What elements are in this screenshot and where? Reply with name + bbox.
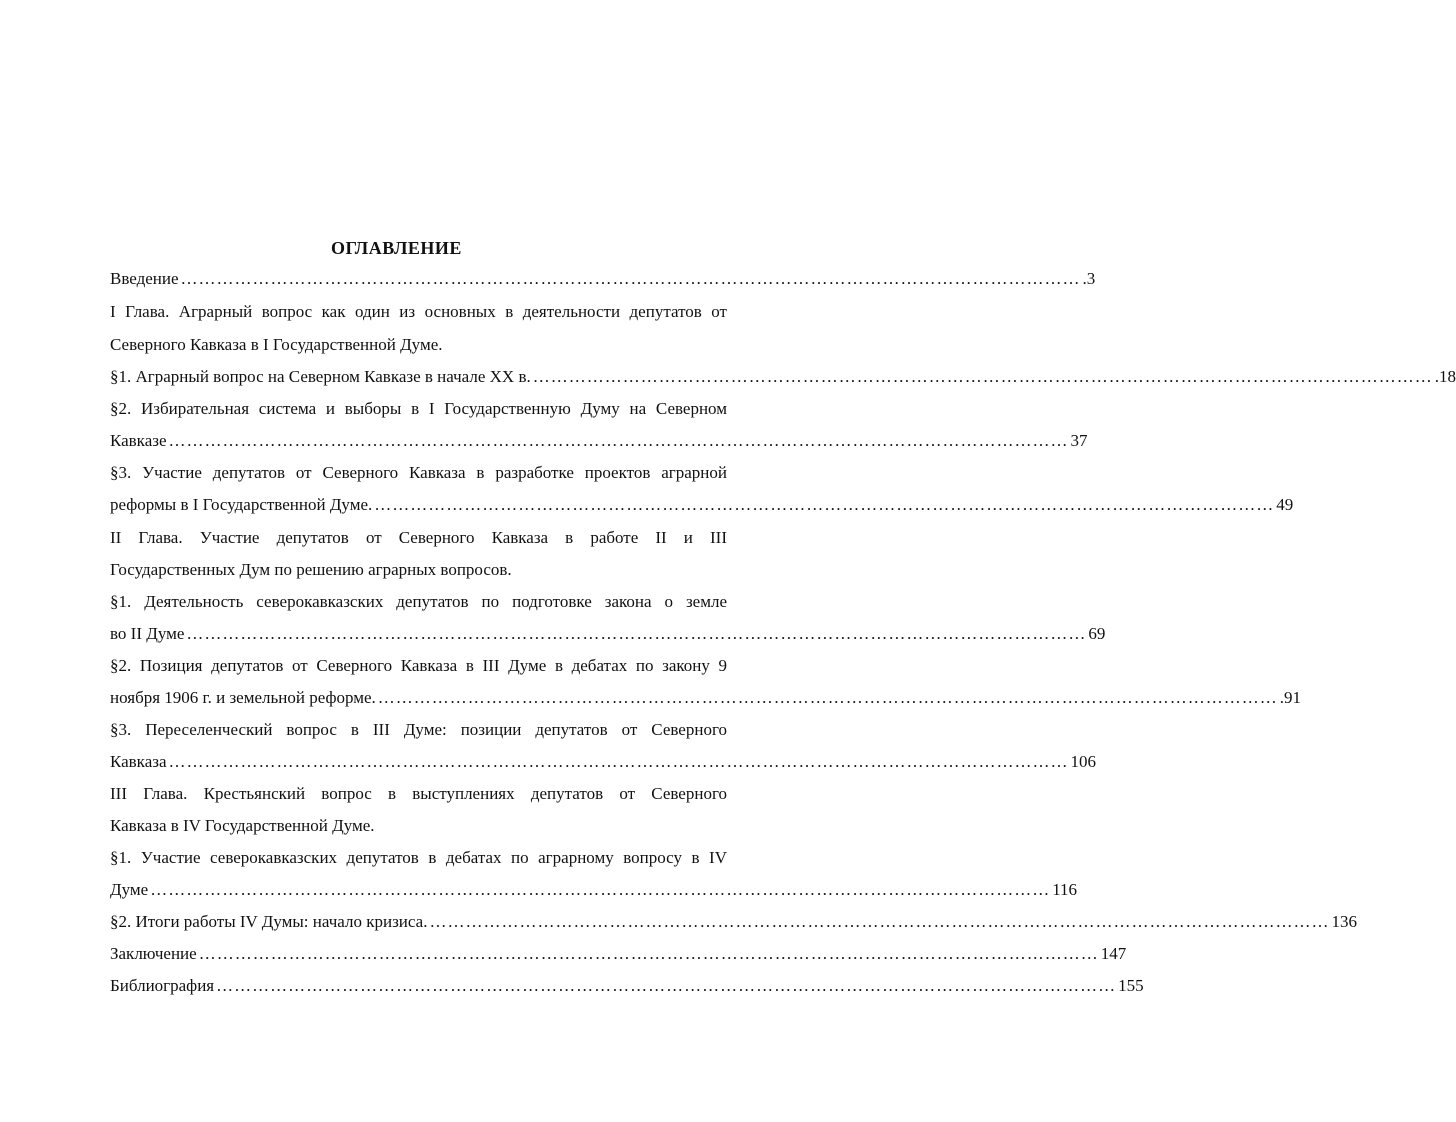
toc-entry-ch1-s3-line-1: §3. Участие депутатов от Северного Кавказа в разработке проектов аграрной: [110, 463, 727, 482]
toc-entry-text: Думе: [110, 880, 149, 899]
toc-leader-dots: ……………………………………………………………………………………………………………………………………: [377, 688, 1278, 707]
toc-entry-text: Кавказе: [110, 431, 167, 450]
toc-leader-dots: ……………………………………………………………………………………………………………………………………: [374, 495, 1275, 514]
toc-entry-intro: [110, 267, 1096, 291]
toc-page-number: 49: [1276, 495, 1294, 514]
toc-entry-ch2-s3-line-1: §3. Переселенческий вопрос в III Думе: позиции депутатов от Северного: [110, 720, 727, 739]
toc-chapter-2-line-2: Государственных Дум по решению аграрных вопросов.: [110, 560, 512, 579]
toc-entry-text: §1. Аграрный вопрос на Северном Кавказе в начале XX в.: [110, 367, 531, 386]
toc-leader-dots: ……………………………………………………………………………………………………………………………………: [180, 269, 1081, 288]
toc-chapter-1-line-2: Северного Кавказа в I Государственной Думе.: [110, 335, 443, 354]
toc-entry-ch3-s2: [110, 910, 1357, 934]
toc-entry-text: во II Думе: [110, 624, 185, 643]
toc-page-number: .18: [1434, 367, 1456, 386]
toc-entry-text: реформы в I Государственной Думе.: [110, 495, 373, 514]
toc-leader-dots: ……………………………………………………………………………………………………………………………………: [150, 880, 1051, 899]
toc-entry-text: §2. Итоги работы IV Думы: начало кризиса.: [110, 912, 428, 931]
toc-leader-dots: ……………………………………………………………………………………………………………………………………: [186, 624, 1087, 643]
toc-page-number: 37: [1070, 431, 1088, 450]
toc-entry-text: ноября 1906 г. и земельной реформе.: [110, 688, 376, 707]
toc-entry-ch1-s2-line-1: §2. Избирательная система и выборы в I Государственную Думу на Северном: [110, 399, 727, 418]
toc-page-number: 147: [1100, 944, 1127, 963]
toc-entry-ch1-s1: [110, 365, 1456, 389]
toc-page-number: 136: [1331, 912, 1357, 931]
toc-chapter-2-line-1: II Глава. Участие депутатов от Северного Кавказа в работе II и III: [110, 528, 727, 547]
toc-entry-ch1-s2: [110, 429, 1088, 453]
toc-page-number: 106: [1070, 752, 1096, 771]
toc-entry-bibliography: [110, 974, 1144, 998]
toc-leader-dots: ……………………………………………………………………………………………………………………………………: [532, 367, 1433, 386]
toc-entry-text: Заключение: [110, 944, 197, 963]
toc-leader-dots: ……………………………………………………………………………………………………………………………………: [216, 976, 1117, 995]
toc-entry-text: Введение: [110, 269, 179, 288]
toc-entry-text: Кавказа: [110, 752, 167, 771]
toc-entry-ch2-s3: [110, 750, 1096, 774]
toc-page-number: 155: [1118, 976, 1144, 995]
toc-page-number: .91: [1279, 688, 1302, 707]
toc-entry-conclusion: [110, 942, 1127, 966]
toc-page-number: 116: [1052, 880, 1078, 899]
toc-page-number: 69: [1088, 624, 1106, 643]
page-title: ОГЛАВЛЕНИЕ: [331, 238, 462, 258]
toc-leader-dots: ……………………………………………………………………………………………………………………………………: [429, 912, 1330, 931]
toc-entry-ch2-s2: [110, 686, 1302, 710]
toc-chapter-1-line-1: I Глава. Аграрный вопрос как один из основных в деятельности депутатов от: [110, 302, 727, 321]
toc-entry-text: Библиография: [110, 976, 215, 995]
toc-entry-ch3-s1-line-1: §1. Участие северокавказских депутатов в дебатах по аграрному вопросу в IV: [110, 848, 727, 867]
toc-leader-dots: ……………………………………………………………………………………………………………………………………: [168, 431, 1069, 450]
toc-page-number: .3: [1082, 269, 1096, 288]
toc-entry-ch3-s1: [110, 878, 1078, 902]
toc-chapter-3-line-1: III Глава. Крестьянский вопрос в выступлениях депутатов от Северного: [110, 784, 727, 803]
toc-entry-ch2-s1-line-1: §1. Деятельность северокавказских депутатов по подготовке закона о земле: [110, 592, 727, 611]
toc-leader-dots: ……………………………………………………………………………………………………………………………………: [198, 944, 1099, 963]
toc-entry-ch1-s3: [110, 493, 1294, 517]
toc-chapter-3-line-2: Кавказа в IV Государственной Думе.: [110, 816, 375, 835]
toc-entry-ch2-s2-line-1: §2. Позиция депутатов от Северного Кавказа в III Думе в дебатах по закону 9: [110, 656, 727, 675]
toc-leader-dots: ……………………………………………………………………………………………………………………………………: [168, 752, 1069, 771]
toc-entry-ch2-s1: [110, 622, 1106, 646]
